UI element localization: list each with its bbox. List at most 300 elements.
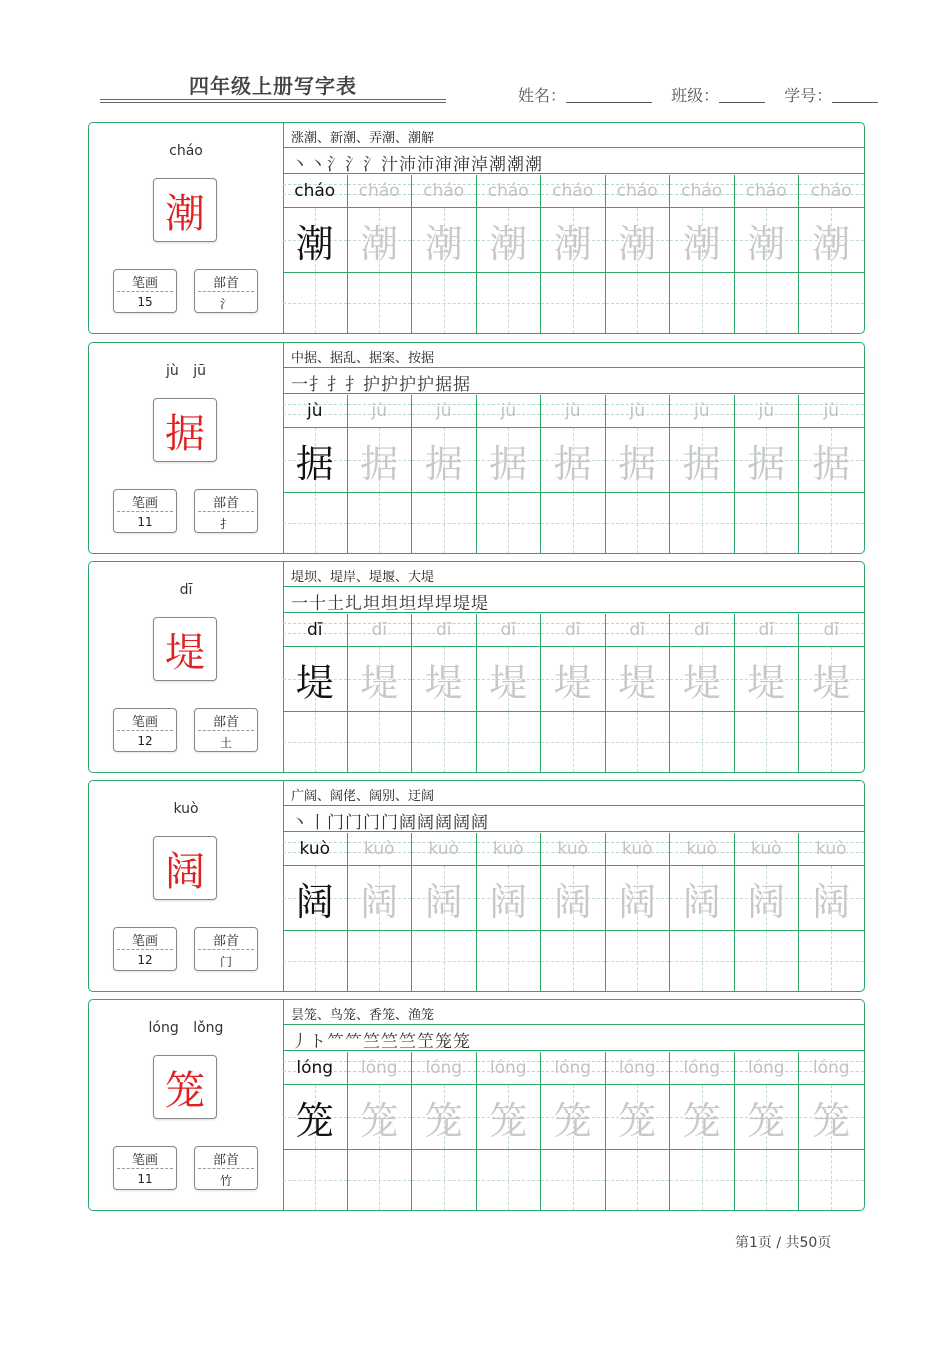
stroke-count-value: 12 <box>137 953 153 967</box>
pinyin-cell[interactable] <box>799 1052 864 1084</box>
stroke-step: 丶 <box>291 813 308 833</box>
pinyin-cell[interactable] <box>735 614 800 646</box>
character-cell[interactable] <box>670 208 735 272</box>
radical-box <box>194 1146 258 1190</box>
pinyin-cell[interactable] <box>412 1052 477 1084</box>
pinyin-cell[interactable] <box>541 614 606 646</box>
guide-line <box>315 493 316 553</box>
divider <box>198 511 254 512</box>
character-card <box>88 122 865 334</box>
guide-line <box>831 712 832 772</box>
radical-label: 部首 <box>212 715 239 730</box>
pinyin-practice-row <box>283 175 864 207</box>
blank-cell[interactable] <box>670 1150 735 1210</box>
character-cell[interactable] <box>412 208 477 272</box>
stroke-step: 堤 <box>453 594 470 614</box>
pinyin-trace: lóng <box>683 1058 721 1078</box>
guide-line <box>637 931 638 991</box>
character-trace: 阔 <box>618 879 657 924</box>
pinyin-cell[interactable] <box>606 614 671 646</box>
character-cell[interactable] <box>541 866 606 930</box>
pinyin-cell[interactable] <box>477 395 542 427</box>
stroke-order <box>291 370 471 394</box>
guide-line <box>831 493 832 553</box>
card-pinyin: dī <box>179 582 193 598</box>
pinyin-cell[interactable] <box>670 395 735 427</box>
blank-cell[interactable] <box>348 931 413 991</box>
pinyin-cell[interactable] <box>348 395 413 427</box>
character-trace: 潮 <box>682 221 721 266</box>
stroke-step: ⺮ <box>327 1032 344 1052</box>
pinyin-cell[interactable] <box>541 395 606 427</box>
character-trace: 阔 <box>489 879 528 924</box>
character-cell[interactable] <box>799 208 864 272</box>
character-cell[interactable] <box>283 866 348 930</box>
pinyin-trace: dī <box>758 620 774 640</box>
pinyin-cell[interactable] <box>670 833 735 865</box>
target-character: 阔 <box>153 836 217 900</box>
stroke-order <box>291 1027 471 1051</box>
pinyin-cell[interactable] <box>412 833 477 865</box>
pinyin-trace: cháo <box>745 181 787 201</box>
character-trace: 堤 <box>747 660 786 705</box>
blank-cell[interactable] <box>606 493 671 553</box>
guide-line <box>766 931 767 991</box>
pinyin-trace: cháo <box>294 181 336 201</box>
character-cell[interactable] <box>606 866 671 930</box>
pinyin-cell[interactable] <box>735 1052 800 1084</box>
pinyin-trace: dī <box>306 620 323 640</box>
pinyin-cell[interactable] <box>283 833 348 865</box>
character-cell[interactable] <box>412 866 477 930</box>
character-cell[interactable] <box>541 428 606 492</box>
character-cell[interactable] <box>799 647 864 711</box>
stroke-step: 扌 <box>327 375 344 395</box>
character-cell[interactable] <box>477 866 542 930</box>
character-cell[interactable] <box>606 1085 671 1149</box>
character-trace: 潮 <box>424 221 463 266</box>
pinyin-cell[interactable] <box>541 1052 606 1084</box>
character-trace: 据 <box>295 441 334 486</box>
title-underline <box>100 99 446 100</box>
character-cell[interactable] <box>477 208 542 272</box>
character-trace: 笼 <box>747 1098 786 1143</box>
character-cell[interactable] <box>541 1085 606 1149</box>
pinyin-trace: kuò <box>493 839 524 859</box>
stroke-count-label: 笔画 <box>131 1153 158 1168</box>
character-cell[interactable] <box>283 208 348 272</box>
character-trace: 笼 <box>812 1098 851 1143</box>
blank-cell[interactable] <box>670 273 735 333</box>
pinyin-cell[interactable] <box>477 833 542 865</box>
blank-cell[interactable] <box>477 493 542 553</box>
radical-box <box>194 489 258 533</box>
pinyin-cell[interactable] <box>670 1052 735 1084</box>
blank-cell[interactable] <box>283 931 348 991</box>
blank-cell[interactable] <box>606 1150 671 1210</box>
character-trace: 堤 <box>424 660 463 705</box>
divider <box>198 1168 254 1169</box>
divider <box>283 393 864 394</box>
pinyin-cell[interactable] <box>412 395 477 427</box>
pinyin-cell[interactable] <box>477 1052 542 1084</box>
stroke-step: 一 <box>291 594 308 614</box>
guide-line <box>702 712 703 772</box>
pinyin-trace: dī <box>693 620 710 640</box>
pinyin-trace: kuò <box>428 839 459 859</box>
card-info-panel <box>89 123 284 333</box>
stroke-step: 阔 <box>435 813 452 833</box>
blank-cell[interactable] <box>412 493 477 553</box>
radical-box <box>194 269 258 313</box>
stroke-step: 阔 <box>399 813 416 833</box>
pinyin-trace: kuò <box>364 839 395 859</box>
stroke-step: 门 <box>345 813 362 833</box>
example-words: 广阔、阔佬、阔别、迂阔 <box>291 789 435 804</box>
character-cell[interactable] <box>348 866 413 930</box>
card-info-panel <box>89 781 284 991</box>
stroke-step: 护 <box>399 375 416 395</box>
pinyin-trace: cháo <box>810 181 852 201</box>
character-practice-row <box>283 866 864 930</box>
blank-cell[interactable] <box>606 712 671 772</box>
guide-line <box>573 273 574 333</box>
page-number: 第1页 / 共50页 <box>735 1235 832 1251</box>
stroke-step: 土 <box>327 594 344 614</box>
pinyin-cell[interactable] <box>606 175 671 207</box>
character-cell[interactable] <box>348 647 413 711</box>
pinyin-trace: jù <box>823 401 839 421</box>
divider <box>117 291 173 292</box>
stroke-step: 沛 <box>399 155 416 175</box>
blank-cell[interactable] <box>477 931 542 991</box>
stroke-step: 丨 <box>309 813 326 833</box>
radical-box <box>194 927 258 971</box>
pinyin-cell[interactable] <box>799 833 864 865</box>
pinyin-cell[interactable] <box>348 1052 413 1084</box>
character-cell[interactable] <box>735 208 800 272</box>
divider <box>117 730 173 731</box>
stroke-step: 潮 <box>489 155 506 175</box>
blank-cell[interactable] <box>541 931 606 991</box>
character-cell[interactable] <box>283 647 348 711</box>
example-words: 堤坝、堤岸、堤堰、大堤 <box>291 570 435 585</box>
student-info-fields <box>518 83 878 106</box>
pinyin-cell[interactable] <box>348 614 413 646</box>
pinyin-cell[interactable] <box>799 614 864 646</box>
blank-cell[interactable] <box>735 273 800 333</box>
pinyin-cell[interactable] <box>735 175 800 207</box>
guide-line <box>379 931 380 991</box>
blank-cell[interactable] <box>412 712 477 772</box>
blank-cell[interactable] <box>477 273 542 333</box>
radical-value: 门 <box>219 955 232 969</box>
character-trace: 据 <box>489 441 528 486</box>
radical-label: 部首 <box>212 1153 239 1168</box>
stroke-step: 护 <box>417 375 434 395</box>
name-blank[interactable] <box>566 86 652 103</box>
character-cell[interactable] <box>606 208 671 272</box>
character-practice-row <box>283 1085 864 1149</box>
practice-panel <box>283 343 864 553</box>
pinyin-trace: kuò <box>816 839 847 859</box>
blank-cell[interactable] <box>670 931 735 991</box>
character-cell[interactable] <box>670 866 735 930</box>
pinyin-trace: kuò <box>557 839 588 859</box>
guide-line <box>702 1150 703 1210</box>
blank-practice-row <box>283 712 864 772</box>
pinyin-cell[interactable] <box>412 614 477 646</box>
blank-cell[interactable] <box>283 712 348 772</box>
stroke-step: 笼 <box>435 1032 452 1052</box>
guide-line <box>444 493 445 553</box>
stroke-count-value: 15 <box>137 295 153 309</box>
pinyin-trace: cháo <box>616 181 658 201</box>
blank-cell[interactable] <box>412 1150 477 1210</box>
character-practice-row <box>283 647 864 711</box>
character-cell[interactable] <box>283 1085 348 1149</box>
stroke-step: 氵 <box>363 155 380 175</box>
pinyin-cell[interactable] <box>412 175 477 207</box>
character-cell[interactable] <box>799 866 864 930</box>
character-cell[interactable] <box>412 1085 477 1149</box>
pinyin-cell[interactable] <box>606 1052 671 1084</box>
divider <box>198 949 254 950</box>
character-trace: 据 <box>682 441 721 486</box>
radical-box <box>194 708 258 752</box>
guide-line <box>315 1150 316 1210</box>
character-trace: 潮 <box>295 221 334 266</box>
pinyin-cell[interactable] <box>477 175 542 207</box>
pinyin-cell[interactable] <box>477 614 542 646</box>
character-trace: 堤 <box>553 660 592 705</box>
pinyin-cell[interactable] <box>283 395 348 427</box>
divider <box>117 949 173 950</box>
stroke-step: 笁 <box>417 1032 434 1052</box>
id-blank[interactable] <box>832 86 878 103</box>
pinyin-cell[interactable] <box>541 833 606 865</box>
blank-cell[interactable] <box>541 273 606 333</box>
id-label: 学号： <box>784 86 833 105</box>
character-cell[interactable] <box>670 1085 735 1149</box>
guide-line <box>766 493 767 553</box>
character-cell[interactable] <box>477 647 542 711</box>
stroke-step: 据 <box>435 375 452 395</box>
pinyin-cell[interactable] <box>541 175 606 207</box>
guide-line <box>573 1150 574 1210</box>
character-cell[interactable] <box>670 647 735 711</box>
guide-line <box>508 493 509 553</box>
target-character: 据 <box>153 398 217 462</box>
character-cell[interactable] <box>412 428 477 492</box>
blank-cell[interactable] <box>541 712 606 772</box>
stroke-step: 阔 <box>417 813 434 833</box>
blank-cell[interactable] <box>799 273 864 333</box>
pinyin-cell[interactable] <box>799 395 864 427</box>
character-cell[interactable] <box>541 647 606 711</box>
guide-line <box>702 273 703 333</box>
pinyin-trace: kuò <box>751 839 782 859</box>
stroke-step: 淖 <box>471 155 488 175</box>
character-cell[interactable] <box>670 428 735 492</box>
pinyin-trace: lóng <box>747 1058 785 1078</box>
blank-cell[interactable] <box>606 273 671 333</box>
guide-line <box>315 273 316 333</box>
blank-cell[interactable] <box>735 931 800 991</box>
divider <box>283 1024 864 1025</box>
pinyin-cell[interactable] <box>799 175 864 207</box>
character-cell[interactable] <box>348 208 413 272</box>
divider <box>283 612 864 613</box>
character-cell[interactable] <box>283 428 348 492</box>
blank-cell[interactable] <box>799 712 864 772</box>
guide-line <box>766 712 767 772</box>
blank-cell[interactable] <box>348 712 413 772</box>
guide-line <box>379 712 380 772</box>
character-cell[interactable] <box>541 208 606 272</box>
character-card <box>88 999 865 1211</box>
character-trace: 笼 <box>682 1098 721 1143</box>
character-cell[interactable] <box>477 1085 542 1149</box>
blank-cell[interactable] <box>799 493 864 553</box>
character-trace: 据 <box>553 441 592 486</box>
stroke-step: 丶 <box>309 155 326 175</box>
card-pinyin: cháo <box>169 143 203 159</box>
character-cell[interactable] <box>735 428 800 492</box>
guide-line <box>702 493 703 553</box>
pinyin-trace: kuò <box>622 839 653 859</box>
blank-cell[interactable] <box>735 493 800 553</box>
character-cell[interactable] <box>735 647 800 711</box>
pinyin-cell[interactable] <box>348 175 413 207</box>
guide-line <box>379 273 380 333</box>
pinyin-cell[interactable] <box>348 833 413 865</box>
pinyin-trace: kuò <box>686 839 717 859</box>
stroke-step: 门 <box>363 813 380 833</box>
pinyin-cell[interactable] <box>283 614 348 646</box>
blank-cell[interactable] <box>541 493 606 553</box>
pinyin-cell[interactable] <box>735 395 800 427</box>
blank-cell[interactable] <box>348 493 413 553</box>
stroke-step: 扌 <box>345 375 362 395</box>
blank-cell[interactable] <box>606 931 671 991</box>
stroke-step: 渖 <box>453 155 470 175</box>
character-trace: 据 <box>360 441 399 486</box>
character-cell[interactable] <box>348 1085 413 1149</box>
blank-cell[interactable] <box>283 1150 348 1210</box>
pinyin-cell[interactable] <box>606 395 671 427</box>
blank-cell[interactable] <box>799 931 864 991</box>
character-trace: 潮 <box>747 221 786 266</box>
character-trace: 据 <box>424 441 463 486</box>
target-character: 堤 <box>153 617 217 681</box>
pinyin-cell[interactable] <box>283 175 348 207</box>
stroke-step: 堤 <box>471 594 488 614</box>
radical-label: 部首 <box>212 276 239 291</box>
pinyin-trace: lóng <box>554 1058 592 1078</box>
character-cell[interactable] <box>735 1085 800 1149</box>
character-cell[interactable] <box>477 428 542 492</box>
example-words: 昙笼、鸟笼、香笼、渔笼 <box>291 1008 435 1023</box>
divider <box>283 805 864 806</box>
blank-cell[interactable] <box>670 712 735 772</box>
blank-cell[interactable] <box>799 1150 864 1210</box>
pinyin-trace: cháo <box>681 181 723 201</box>
pinyin-trace: lóng <box>296 1058 334 1078</box>
pinyin-cell[interactable] <box>283 1052 348 1084</box>
pinyin-cell[interactable] <box>670 175 735 207</box>
pinyin-cell[interactable] <box>735 833 800 865</box>
card-info-panel <box>89 343 284 553</box>
guide-line <box>444 712 445 772</box>
blank-cell[interactable] <box>412 931 477 991</box>
guide-line <box>379 493 380 553</box>
blank-cell[interactable] <box>670 493 735 553</box>
character-trace: 阔 <box>812 879 851 924</box>
blank-cell[interactable] <box>477 1150 542 1210</box>
pinyin-cell[interactable] <box>606 833 671 865</box>
character-cell[interactable] <box>348 428 413 492</box>
blank-cell[interactable] <box>735 1150 800 1210</box>
character-trace: 阔 <box>553 879 592 924</box>
stroke-count-box <box>113 708 177 752</box>
blank-cell[interactable] <box>412 273 477 333</box>
stroke-step: 沛 <box>417 155 434 175</box>
blank-practice-row <box>283 273 864 333</box>
guide-line <box>637 493 638 553</box>
character-trace: 潮 <box>812 221 851 266</box>
guide-line <box>315 712 316 772</box>
blank-practice-row <box>283 1150 864 1210</box>
divider <box>283 173 864 174</box>
stroke-step: 氵 <box>345 155 362 175</box>
pinyin-trace: lóng <box>489 1058 527 1078</box>
blank-cell[interactable] <box>541 1150 606 1210</box>
guide-line <box>831 1150 832 1210</box>
blank-cell[interactable] <box>348 1150 413 1210</box>
character-cell[interactable] <box>412 647 477 711</box>
pinyin-cell[interactable] <box>670 614 735 646</box>
blank-cell[interactable] <box>477 712 542 772</box>
character-cell[interactable] <box>735 866 800 930</box>
character-cell[interactable] <box>606 647 671 711</box>
class-blank[interactable] <box>719 86 765 103</box>
radical-label: 部首 <box>212 934 239 949</box>
blank-cell[interactable] <box>283 493 348 553</box>
guide-line <box>573 493 574 553</box>
blank-cell[interactable] <box>735 712 800 772</box>
guide-line <box>444 931 445 991</box>
example-words: 涨潮、新潮、弄潮、潮解 <box>291 131 435 146</box>
guide-line <box>637 712 638 772</box>
character-cell[interactable] <box>799 1085 864 1149</box>
character-cell[interactable] <box>606 428 671 492</box>
stroke-step: 竺 <box>381 1032 398 1052</box>
radical-value: 氵 <box>219 297 232 311</box>
stroke-step: 丶 <box>291 155 308 175</box>
blank-cell[interactable] <box>348 273 413 333</box>
guide-line <box>508 712 509 772</box>
stroke-step: 圠 <box>345 594 362 614</box>
stroke-step: 竺 <box>363 1032 380 1052</box>
stroke-step: 一 <box>291 375 308 395</box>
blank-cell[interactable] <box>283 273 348 333</box>
stroke-step: 潮 <box>525 155 542 175</box>
stroke-count-value: 11 <box>137 1172 153 1186</box>
practice-panel <box>283 1000 864 1210</box>
character-cell[interactable] <box>799 428 864 492</box>
guide-line <box>637 273 638 333</box>
